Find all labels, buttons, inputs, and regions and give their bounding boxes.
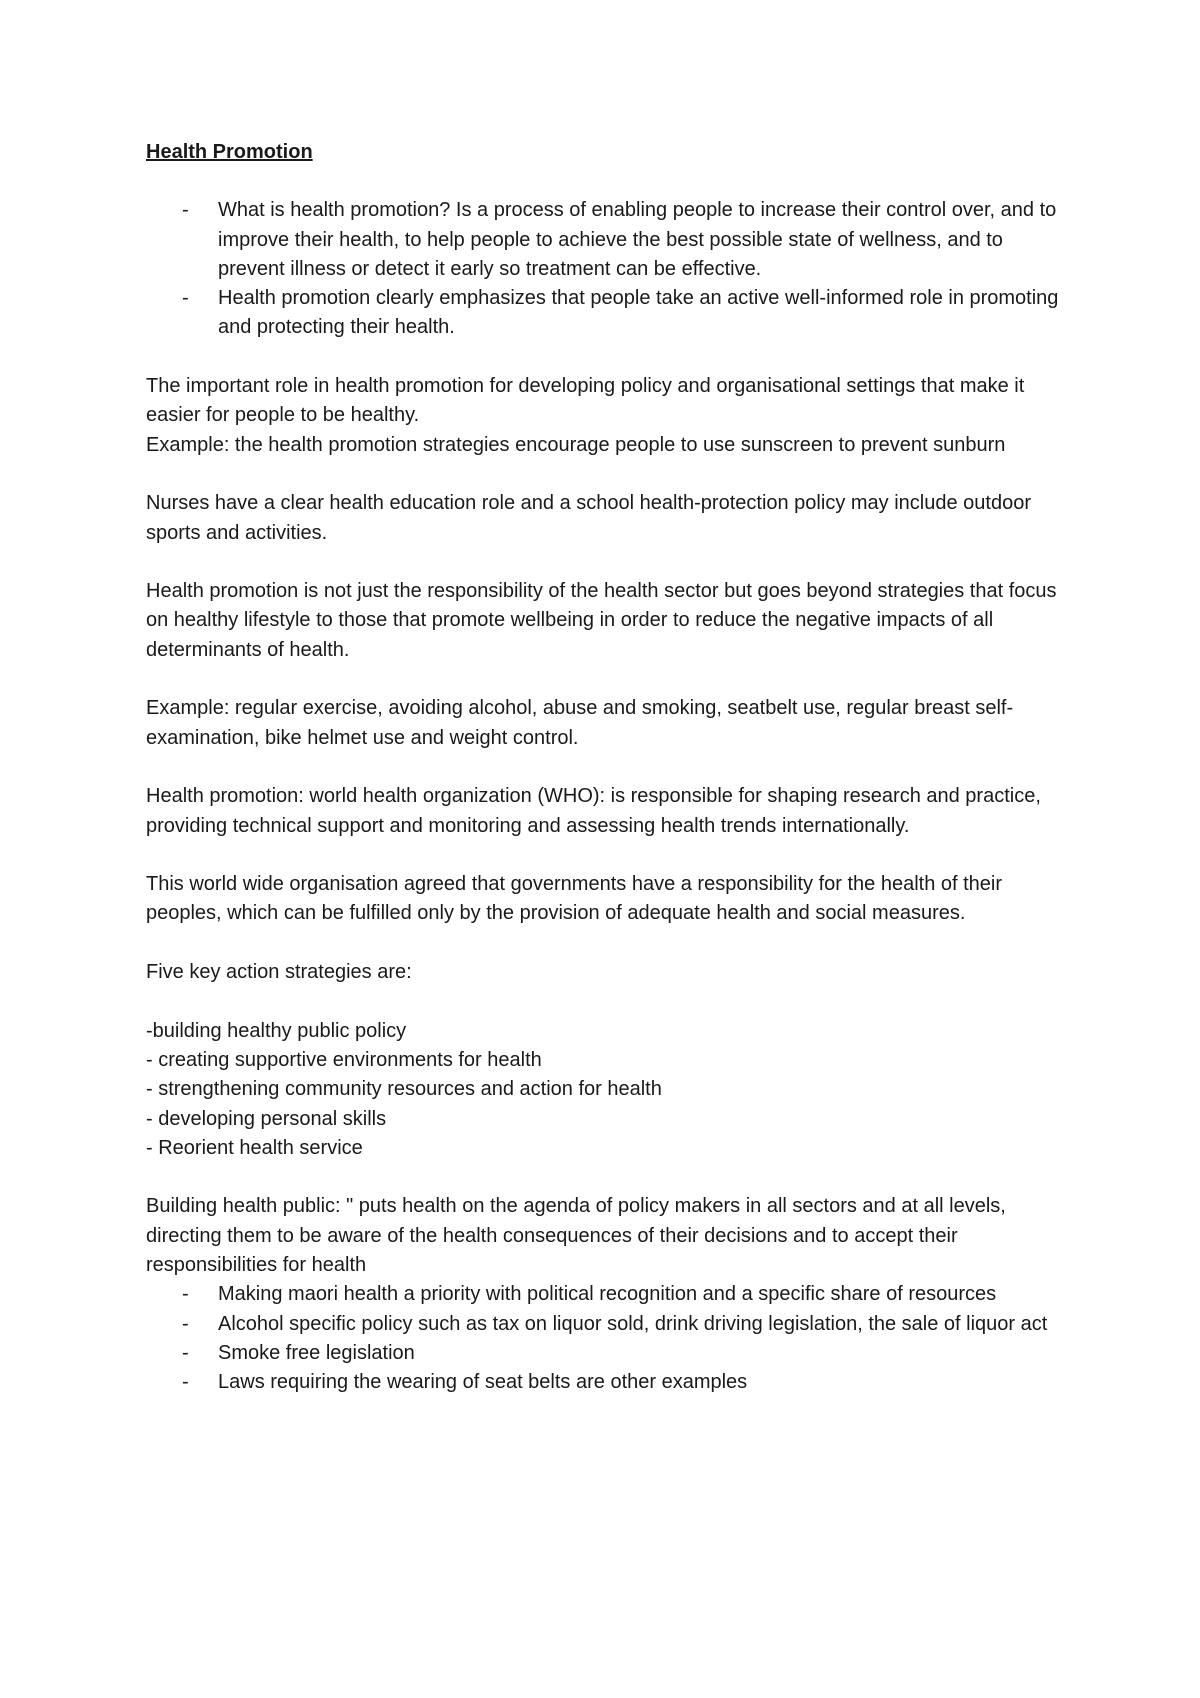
strategy-line: - creating supportive environments for health	[146, 1048, 542, 1071]
list-item-text: Laws requiring the wearing of seat belts are other examples	[218, 1371, 748, 1394]
paragraph-not-just: Health promotion is not just the responsibility of the health sector but goes beyond strategies that focus on healthy lifestyle to those that promote wellbeing in order to reduce the negative impacts of all determinants of health.	[146, 580, 1057, 661]
paragraph-example-sunscreen: Example: the health promotion strategies encourage people to use sunscreen to prevent sunburn	[146, 433, 1006, 456]
strategy-line: - strengthening community resources and action for health	[146, 1078, 662, 1101]
spacer	[146, 460, 1060, 489]
list-item-text: Making maori health a priority with political recognition and a specific share of resources	[218, 1283, 997, 1306]
dash-marker: -	[182, 1283, 189, 1306]
list-item	[146, 1339, 1060, 1368]
spacer	[146, 929, 1060, 958]
intro-bullet-list	[146, 196, 1060, 342]
dash-marker: -	[182, 199, 189, 222]
spacer	[146, 753, 1060, 782]
list-item-text: Smoke free legislation	[218, 1341, 415, 1364]
paragraph-five-strategies: Five key action strategies are:	[146, 961, 412, 984]
spacer	[146, 343, 1060, 372]
paragraph-nurses: Nurses have a clear health education role and a school health-protection policy may include outdoor sports and activities.	[146, 492, 1031, 544]
paragraph-building: Building health public: " puts health on the agenda of policy makers in all sectors and at all levels, directing them to be aware of the health consequences of their decisions and to accept their responsibilities for health	[146, 1195, 1006, 1276]
dash-marker: -	[182, 1371, 189, 1394]
dash-marker: -	[182, 1341, 189, 1364]
spacer	[146, 665, 1060, 694]
document-title: Health Promotion	[146, 141, 313, 163]
paragraph-who: Health promotion: world health organization (WHO): is responsible for shaping research and practice, providing technical support and monitoring and assessing health trends internationally.	[146, 785, 1041, 837]
strategy-line: - Reorient health service	[146, 1136, 363, 1159]
building-bullet-list	[146, 1280, 1060, 1397]
dash-marker: -	[182, 287, 189, 310]
list-item	[146, 284, 1060, 343]
list-item-text: Alcohol specific policy such as tax on liquor sold, drink driving legislation, the sale of liquor act	[218, 1312, 1048, 1335]
strategy-line: -building healthy public policy	[146, 1019, 407, 1042]
paragraph-worldwide: This world wide organisation agreed that governments have a responsibility for the health of their peoples, which can be fulfilled only by the provision of adequate health and social measures.	[146, 873, 1003, 925]
spacer	[146, 548, 1060, 577]
list-item	[146, 196, 1060, 284]
spacer	[146, 841, 1060, 870]
list-item	[146, 1368, 1060, 1397]
list-item	[146, 1310, 1060, 1339]
strategy-line: - developing personal skills	[146, 1107, 387, 1130]
spacer	[146, 987, 1060, 1016]
dash-marker: -	[182, 1312, 189, 1335]
list-item	[146, 1280, 1060, 1309]
paragraph-example-lifestyle: Example: regular exercise, avoiding alcohol, abuse and smoking, seatbelt use, regular breast self-examination, bike helmet use and weight control.	[146, 697, 1014, 749]
list-item-text: Health promotion clearly emphasizes that people take an active well-informed role in promoting and protecting their health.	[218, 287, 1059, 339]
list-item-text: What is health promotion? Is a process of enabling people to increase their control over, and to improve their health, to help people to achieve the best possible state of wellness, and to prevent illness or detect it early so treatment can be effective.	[218, 199, 1057, 280]
spacer	[146, 1163, 1060, 1192]
paragraph-role: The important role in health promotion for developing policy and organisational settings that make it easier for people to be healthy.	[146, 375, 1025, 427]
